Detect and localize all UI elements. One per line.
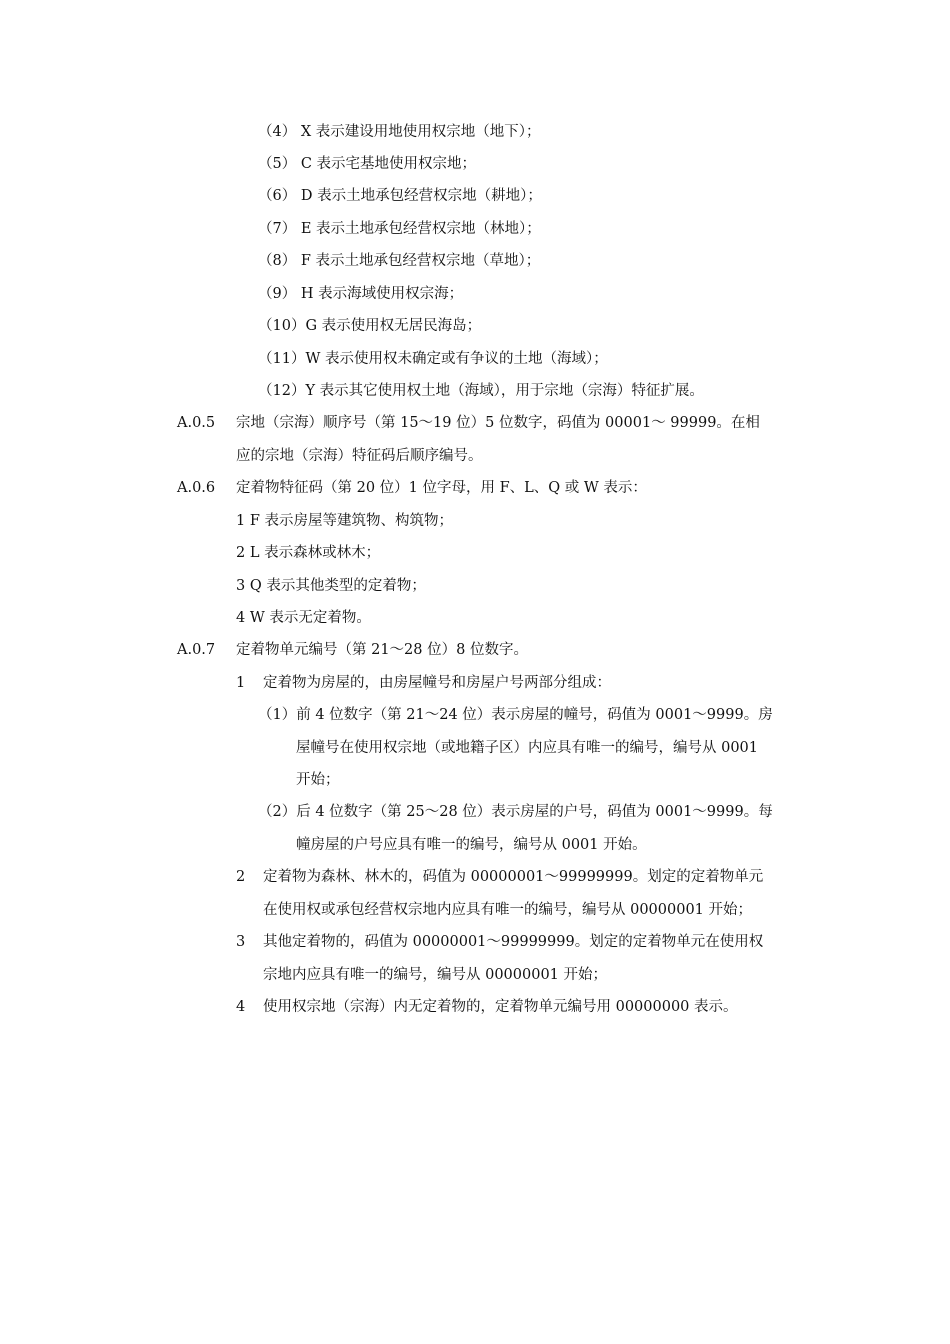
list-item: 1 F 表示房屋等建筑物、构筑物； bbox=[236, 513, 454, 529]
list-item-number: 2 bbox=[236, 869, 246, 885]
list-item: （8） F 表示土地承包经营权宗地（草地）； bbox=[258, 253, 541, 269]
section-number: A.0.5 bbox=[177, 415, 216, 431]
list-item: （6） D 表示土地承包经营权宗地（耕地）； bbox=[258, 188, 542, 204]
sub-item: （1）前 4 位数字（第 21～24 位）表示房屋的幢号，码值为 0001～9999。房 bbox=[258, 707, 773, 723]
section-text: 定着物特征码（第 20 位）1 位字母，用 F、L、Q 或 W 表示： bbox=[236, 480, 647, 496]
list-item-number: 1 bbox=[236, 675, 246, 691]
list-item: （12）Y 表示其它使用权土地（海域），用于宗地（宗海）特征扩展。 bbox=[258, 383, 704, 399]
section-number: A.0.6 bbox=[177, 480, 216, 496]
list-item: 宗地内应具有唯一的编号，编号从 00000001 开始； bbox=[263, 967, 608, 983]
list-item: 定着物为房屋的，由房屋幢号和房屋户号两部分组成： bbox=[263, 675, 611, 691]
list-item: （11）W 表示使用权未确定或有争议的土地（海域）； bbox=[258, 351, 608, 367]
section-text: 宗地（宗海）顺序号（第 15～19 位）5 位数字，码值为 00001～ 99999。在相 bbox=[236, 415, 760, 431]
list-item: 其他定着物的，码值为 00000001～99999999。划定的定着物单元在使用权 bbox=[263, 934, 764, 950]
section-text: 应的宗地（宗海）特征码后顺序编号。 bbox=[236, 448, 483, 464]
list-item: （10）G 表示使用权无居民海岛； bbox=[258, 318, 482, 334]
list-item-number: 4 bbox=[236, 999, 246, 1015]
list-item: 4 W 表示无定着物。 bbox=[236, 610, 371, 626]
sub-item: 幢房屋的户号应具有唯一的编号，编号从 0001 开始。 bbox=[296, 837, 647, 853]
list-item-number: 3 bbox=[236, 934, 246, 950]
list-item: 定着物为森林、林木的，码值为 00000001～99999999。划定的定着物单元 bbox=[263, 869, 764, 885]
list-item: （5） C 表示宅基地使用权宗地； bbox=[258, 156, 477, 172]
list-item: 2 L 表示森林或林木； bbox=[236, 545, 381, 561]
sub-item: （2）后 4 位数字（第 25～28 位）表示房屋的户号，码值为 0001～9999。每 bbox=[258, 804, 773, 820]
section-number: A.0.7 bbox=[177, 642, 216, 658]
list-item: 使用权宗地（宗海）内无定着物的，定着物单元编号用 00000000 表示。 bbox=[263, 999, 738, 1015]
sub-item: 开始； bbox=[296, 772, 340, 788]
list-item: 在使用权或承包经营权宗地内应具有唯一的编号，编号从 00000001 开始； bbox=[263, 902, 753, 918]
list-item: （7） E 表示土地承包经营权宗地（林地）； bbox=[258, 221, 541, 237]
list-item: （4） X 表示建设用地使用权宗地（地下）； bbox=[258, 124, 541, 140]
section-text: 定着物单元编号（第 21～28 位）8 位数字。 bbox=[236, 642, 528, 658]
list-item: （9） H 表示海域使用权宗海； bbox=[258, 286, 464, 302]
list-item: 3 Q 表示其他类型的定着物； bbox=[236, 578, 426, 594]
sub-item: 屋幢号在使用权宗地（或地籍子区）内应具有唯一的编号，编号从 0001 bbox=[296, 740, 759, 756]
